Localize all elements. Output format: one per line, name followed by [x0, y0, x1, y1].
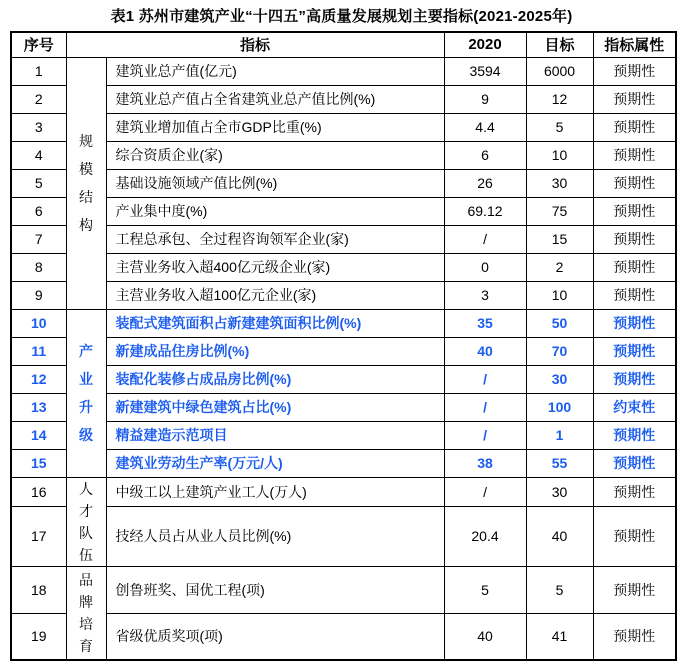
table-row: [11, 57, 676, 85]
indicator-cell: 创鲁班奖、国优工程(项): [106, 566, 444, 613]
row-number: 11: [11, 337, 66, 365]
target-cell: 100: [526, 393, 593, 421]
attribute-cell: 预期性: [593, 169, 676, 197]
table-row: [11, 141, 676, 169]
attribute-cell: 预期性: [593, 566, 676, 613]
indicator-cell: 装配式建筑面积占新建建筑面积比例(%): [106, 309, 444, 337]
indicator-cell: 中级工以上建筑产业工人(万人): [106, 477, 444, 507]
indicator-cell: 新建建筑中绿色建筑占比(%): [106, 393, 444, 421]
indicator-cell: 新建成品住房比例(%): [106, 337, 444, 365]
row-number: 13: [11, 393, 66, 421]
table-row: [11, 197, 676, 225]
row-number: 10: [11, 309, 66, 337]
indicator-table: [10, 31, 677, 661]
attribute-cell: 预期性: [593, 337, 676, 365]
row-number: 5: [11, 169, 66, 197]
table-row: [11, 281, 676, 309]
category-label: 产业升级: [79, 343, 93, 443]
value-2020-cell: 3: [444, 281, 526, 309]
target-cell: 2: [526, 253, 593, 281]
target-cell: 41: [526, 613, 593, 660]
row-number: 15: [11, 449, 66, 477]
target-cell: 12: [526, 85, 593, 113]
attribute-cell: 预期性: [593, 197, 676, 225]
header-2020: 2020: [444, 32, 526, 57]
target-cell: 10: [526, 141, 593, 169]
category-cell-brand-cultivation: [66, 566, 106, 660]
value-2020-cell: /: [444, 225, 526, 253]
table-row-highlighted: [11, 309, 676, 337]
row-number: 8: [11, 253, 66, 281]
category-label: 品牌培育: [79, 571, 93, 654]
category-cell-scale-structure: [66, 57, 106, 309]
indicator-cell: 建筑业劳动生产率(万元/人): [106, 449, 444, 477]
category-cell-industry-upgrade: [66, 309, 106, 477]
attribute-cell: 预期性: [593, 449, 676, 477]
value-2020-cell: 3594: [444, 57, 526, 85]
table-row: [11, 566, 676, 613]
value-2020-cell: 35: [444, 309, 526, 337]
header-no: 序号: [11, 32, 66, 57]
header-target: 目标: [526, 32, 593, 57]
table-row-highlighted: [11, 365, 676, 393]
target-cell: 10: [526, 281, 593, 309]
value-2020-cell: 40: [444, 337, 526, 365]
target-cell: 70: [526, 337, 593, 365]
target-cell: 30: [526, 365, 593, 393]
attribute-cell: 预期性: [593, 309, 676, 337]
row-number: 18: [11, 566, 66, 613]
indicator-cell: 产业集中度(%): [106, 197, 444, 225]
table-row-highlighted: [11, 337, 676, 365]
target-cell: 75: [526, 197, 593, 225]
category-cell-talent-team: [66, 477, 106, 566]
indicator-cell: 主营业务收入超100亿元企业(家): [106, 281, 444, 309]
header-attribute: 指标属性: [593, 32, 676, 57]
target-cell: 6000: [526, 57, 593, 85]
attribute-cell: 预期性: [593, 225, 676, 253]
value-2020-cell: 40: [444, 613, 526, 660]
attribute-cell: 预期性: [593, 421, 676, 449]
indicator-cell: 省级优质奖项(项): [106, 613, 444, 660]
indicator-cell: 综合资质企业(家): [106, 141, 444, 169]
target-cell: 5: [526, 113, 593, 141]
target-cell: 30: [526, 477, 593, 507]
table-row: [11, 507, 676, 566]
table-row: [11, 169, 676, 197]
table-row: [11, 253, 676, 281]
value-2020-cell: /: [444, 477, 526, 507]
indicator-cell: 基础设施领域产值比例(%): [106, 169, 444, 197]
target-cell: 55: [526, 449, 593, 477]
value-2020-cell: /: [444, 393, 526, 421]
value-2020-cell: 0: [444, 253, 526, 281]
category-label: 规模结构: [79, 133, 93, 233]
target-cell: 1: [526, 421, 593, 449]
table-row: [11, 225, 676, 253]
value-2020-cell: 9: [444, 85, 526, 113]
indicator-cell: 技经人员占从业人员比例(%): [106, 507, 444, 566]
row-number: 9: [11, 281, 66, 309]
table-row: [11, 477, 676, 507]
indicator-cell: 建筑业总产值(亿元): [106, 57, 444, 85]
attribute-cell: 预期性: [593, 141, 676, 169]
value-2020-cell: 38: [444, 449, 526, 477]
value-2020-cell: 6: [444, 141, 526, 169]
row-number: 16: [11, 477, 66, 507]
row-number: 12: [11, 365, 66, 393]
attribute-cell: 约束性: [593, 393, 676, 421]
indicator-cell: 工程总承包、全过程咨询领军企业(家): [106, 225, 444, 253]
attribute-cell: 预期性: [593, 365, 676, 393]
value-2020-cell: 20.4: [444, 507, 526, 566]
target-cell: 40: [526, 507, 593, 566]
attribute-cell: 预期性: [593, 507, 676, 566]
value-2020-cell: 69.12: [444, 197, 526, 225]
row-number: 19: [11, 613, 66, 660]
attribute-cell: 预期性: [593, 85, 676, 113]
table-row: [11, 613, 676, 660]
row-number: 7: [11, 225, 66, 253]
target-cell: 50: [526, 309, 593, 337]
attribute-cell: 预期性: [593, 613, 676, 660]
value-2020-cell: 4.4: [444, 113, 526, 141]
category-label: 人才队伍: [79, 480, 93, 563]
table-row: [11, 113, 676, 141]
table-row-highlighted: [11, 421, 676, 449]
attribute-cell: 预期性: [593, 477, 676, 507]
table-row-highlighted: [11, 449, 676, 477]
target-cell: 15: [526, 225, 593, 253]
attribute-cell: 预期性: [593, 253, 676, 281]
target-cell: 30: [526, 169, 593, 197]
indicator-cell: 精益建造示范项目: [106, 421, 444, 449]
value-2020-cell: 26: [444, 169, 526, 197]
target-cell: 5: [526, 566, 593, 613]
indicator-cell: 装配化装修占成品房比例(%): [106, 365, 444, 393]
row-number: 3: [11, 113, 66, 141]
row-number: 2: [11, 85, 66, 113]
attribute-cell: 预期性: [593, 57, 676, 85]
attribute-cell: 预期性: [593, 281, 676, 309]
table-title: 表1 苏州市建筑产业“十四五”高质量发展规划主要指标(2021-2025年): [110, 8, 573, 25]
attribute-cell: 预期性: [593, 113, 676, 141]
row-number: 4: [11, 141, 66, 169]
row-number: 1: [11, 57, 66, 85]
indicator-cell: 建筑业增加值占全市GDP比重(%): [106, 113, 444, 141]
table-row: [11, 85, 676, 113]
value-2020-cell: /: [444, 421, 526, 449]
table-row-highlighted: [11, 393, 676, 421]
indicator-cell: 主营业务收入超400亿元级企业(家): [106, 253, 444, 281]
row-number: 6: [11, 197, 66, 225]
header-indicator: 指标: [66, 32, 444, 57]
row-number: 14: [11, 421, 66, 449]
indicator-cell: 建筑业总产值占全省建筑业总产值比例(%): [106, 85, 444, 113]
row-number: 17: [11, 507, 66, 566]
header-row: [11, 32, 676, 57]
value-2020-cell: 5: [444, 566, 526, 613]
value-2020-cell: /: [444, 365, 526, 393]
